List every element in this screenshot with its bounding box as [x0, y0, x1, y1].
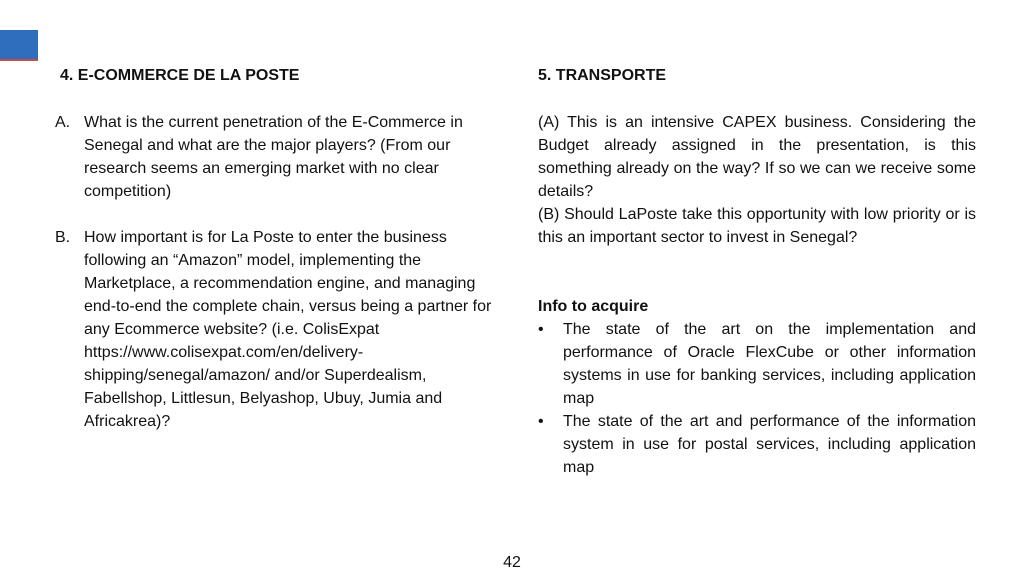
list-item — [538, 410, 976, 479]
paragraph-capex: (A) This is an intensive CAPEX business. Considering the Budget already assigned in the presentation, is this something already on the way? If so we can we receive some details? — [538, 114, 976, 200]
bullet-icon: • — [538, 321, 544, 338]
page-number: 42 — [503, 554, 521, 571]
section-heading-ecommerce: 4. E-COMMERCE DE LA POSTE — [60, 67, 300, 84]
section-heading-transport: 5. TRANSPORTE — [538, 67, 667, 84]
question-item — [55, 111, 495, 203]
question-text: What is the current penetration of the E-Commerce in Senegal and what are the major players? (From our research seems an emerging market with no clear competition) — [84, 114, 463, 200]
bullet-text: The state of the art on the implementation and performance of Oracle FlexCube or other information systems in use for banking services, including application map — [563, 321, 976, 407]
info-to-acquire-heading: Info to acquire — [538, 298, 649, 315]
question-letter: B. — [55, 229, 71, 246]
question-item — [55, 226, 495, 433]
bullet-text: The state of the art and performance of the information system in use for postal services, including application map — [563, 413, 976, 476]
question-letter: A. — [55, 114, 71, 131]
info-bullet-list — [538, 318, 976, 479]
slide-corner-marker — [0, 30, 38, 61]
ecommerce-section — [55, 64, 495, 433]
bullet-icon: • — [538, 413, 544, 430]
transport-section — [538, 64, 976, 479]
list-item — [538, 318, 976, 410]
paragraph-priority: (B) Should LaPoste take this opportunity with low priority or is this an important sector to invest in Senegal? — [538, 206, 976, 246]
question-text: How important is for La Poste to enter the business following an “Amazon” model, implementing the Marketplace, a recommendation engine, and managing end-to-end the complete chain, versus being a partner for any Ecommerce website? (i.e. ColisExpat https://www.colisexpat.com/en/delivery-shipping/senegal/amazon/ and/or Superdealism, Fabellshop, Littlesun, Belyashop, Ubuy, Jumia and Africakrea)? — [84, 229, 492, 430]
